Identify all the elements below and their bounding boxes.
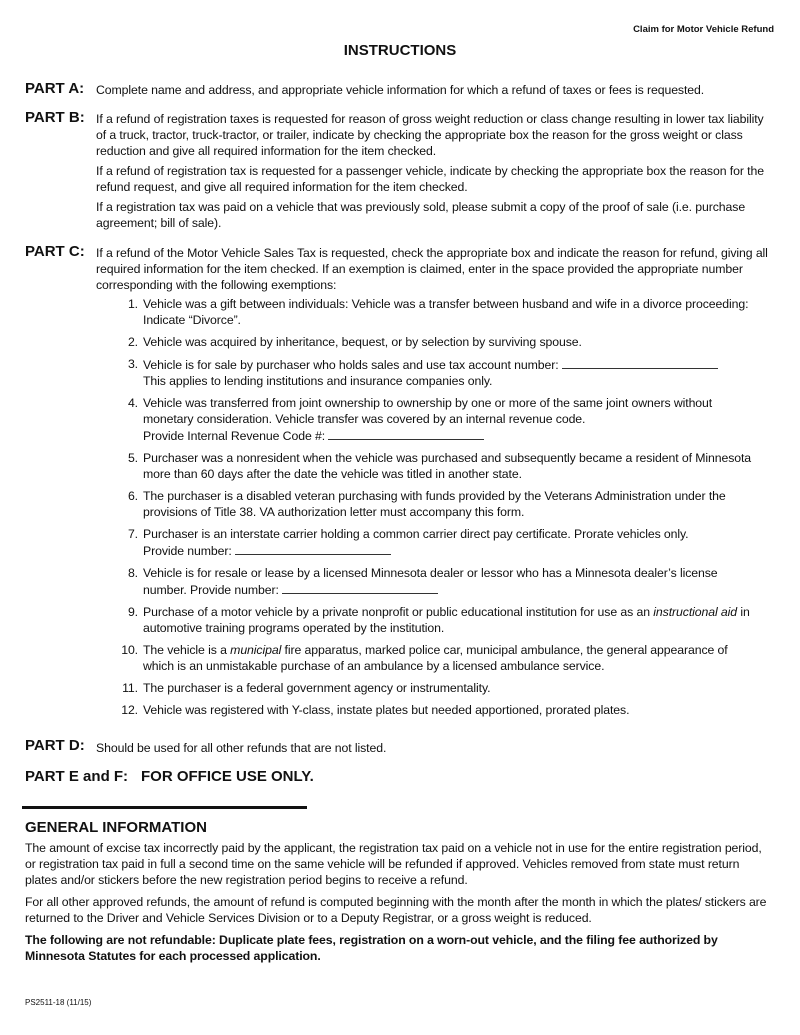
part-c-text: If a refund of the Motor Vehicle Sales Tax is requested, check the appropriate box and indicate the reason for refund, giving all required information for the item checked. If an exemption is claimed, enter in the space provided the appropriate number corresponding with the following exemptions: [96, 246, 768, 292]
item-number: 7. [127, 527, 138, 541]
part-b-paragraph: If a refund of registration tax is requested for a passenger vehicle, indicate by checking the appropriate box the reason for the refund request, and give all required information for the item checked. [96, 164, 764, 194]
section-divider [22, 806, 307, 809]
item-text: Vehicle was acquired by inheritance, bequest, or by selection by surviving spouse. [143, 335, 582, 349]
exemption-item [118, 604, 758, 636]
part-d-label: PART D: [25, 737, 85, 754]
internal-revenue-code-field[interactable] [328, 427, 484, 440]
part-c-label: PART C: [25, 243, 85, 260]
part-ef-label: PART E and F: [25, 768, 129, 785]
exemption-item [118, 642, 758, 674]
item-number: 11. [122, 681, 138, 695]
exemption-list [118, 296, 758, 724]
item-number: 4. [127, 396, 138, 410]
general-paragraph: The amount of excise tax incorrectly paid by the applicant, the registration tax paid on a vehicle not in use for the entire registration period, or registration tax paid in full a second time on the same vehicle will be refunded if approved. Vehicles removed from state must return plates and/or stickers before the new registration period begins to receive a refund. [25, 841, 762, 887]
item-number: 6. [127, 489, 138, 503]
form-title: Claim for Motor Vehicle Refund [633, 24, 774, 35]
part-c [25, 245, 770, 297]
item-text: Vehicle was a gift between individuals: Vehicle was a transfer between husband and wife in a divorce proceeding: Indicate “Divorce”. [143, 297, 749, 327]
part-d [25, 739, 770, 760]
item-text: Purchase of a motor vehicle by a private nonprofit or public educational institution for use as an [143, 605, 650, 619]
exemption-item [118, 565, 758, 598]
exemption-item [118, 702, 758, 718]
item-emphasis: instructional aid [653, 605, 738, 619]
item-number: 9. [127, 605, 138, 619]
non-refundable-note: The following are not refundable: Duplicate plate fees, registration on a worn-out vehicle, and the filing fee authorized by Minnesota Statutes for each processed application. [25, 933, 718, 963]
part-a-text: Complete name and address, and appropriate vehicle information for which a refund of taxes or fees is requested. [96, 83, 705, 97]
item-text: The purchaser is a federal government agency or instrumentality. [143, 681, 491, 695]
exemption-item [118, 296, 758, 328]
part-b-label: PART B: [25, 109, 85, 126]
part-d-text: Should be used for all other refunds that are not listed. [96, 741, 387, 755]
item-text: Provide number: [143, 544, 232, 558]
item-number: 3. [127, 357, 138, 371]
office-use-text: FOR OFFICE USE ONLY. [141, 768, 314, 785]
item-text: Vehicle is for sale by purchaser who holds sales and use tax account number: [143, 358, 559, 372]
item-number: 5. [127, 451, 138, 465]
part-b-paragraph: If a refund of registration taxes is requested for reason of gross weight reduction or class change resulting in lower tax liability of a truck, tractor, truck-tractor, or trailer, indicate by checking the appropriate box the reason for the gross weight or class reduction and give all required information for the item checked. [96, 112, 764, 158]
item-number: 10. [121, 643, 138, 657]
part-a [25, 82, 770, 102]
item-text: The purchaser is a disabled veteran purchasing with funds provided by the Veterans Administration under the provisions of Title 38. VA authorization letter must accompany this form. [143, 489, 726, 519]
general-information [25, 840, 770, 970]
item-number: 2. [127, 335, 138, 349]
dealer-license-number-field[interactable] [282, 581, 438, 594]
item-number: 12. [121, 703, 138, 717]
item-text: fire apparatus, marked police car, municipal ambulance, the general appearance of which is an unmistakable purchase of an ambulance by a licensed ambulance service. [143, 643, 728, 673]
item-text: Vehicle was transferred from joint ownership to ownership by one or more of the same joint owners without monetary consideration. Vehicle transfer was covered by an internal revenue code. [143, 396, 713, 426]
general-paragraph: For all other approved refunds, the amount of refund is computed beginning with the month after the month in which the plates/ stickers are returned to the Driver and Vehicle Services Division or to a Deputy Registrar, or a gross weight is reduced. [25, 895, 767, 925]
part-b [25, 111, 770, 235]
exemption-item [118, 680, 758, 696]
item-text: Purchaser was a nonresident when the vehicle was purchased and subsequently became a resident of Minnesota more than 60 days after the date the vehicle was titled in another state. [143, 451, 752, 481]
item-text: The vehicle is a [143, 643, 227, 657]
item-text: This applies to lending institutions and insurance companies only. [143, 374, 493, 388]
item-number: 8. [127, 566, 138, 580]
form-number: PS2511-18 (11/15) [25, 998, 92, 1007]
general-information-heading: GENERAL INFORMATION [25, 819, 207, 836]
exemption-item [118, 526, 758, 559]
item-text: in automotive training programs operated by the institution. [143, 605, 750, 635]
item-text: Provide Internal Revenue Code #: [143, 429, 326, 443]
exemption-item [118, 334, 758, 350]
part-b-paragraph: If a registration tax was paid on a vehicle that was previously sold, please submit a copy of the proof of sale (i.e. purchase agreement; bill of sale). [96, 200, 746, 230]
instructions-heading: INSTRUCTIONS [343, 42, 457, 59]
item-number: 1. [127, 297, 138, 311]
item-text: Vehicle was registered with Y-class, instate plates but needed apportioned, prorated plates. [143, 703, 630, 717]
exemption-item [118, 356, 758, 389]
part-a-label: PART A: [25, 80, 85, 97]
item-text: Purchaser is an interstate carrier holding a common carrier direct pay certificate. Prorate vehicles only. [143, 527, 689, 541]
item-text: Vehicle is for resale or lease by a licensed Minnesota dealer or lessor who has a Minnesota dealer’s license number. Provide number: [143, 566, 718, 597]
direct-pay-number-field[interactable] [235, 542, 391, 555]
exemption-item [118, 488, 758, 520]
item-emphasis: municipal [230, 643, 282, 657]
exemption-item [118, 395, 758, 444]
exemption-item [118, 450, 758, 482]
tax-account-number-field[interactable] [562, 356, 718, 369]
